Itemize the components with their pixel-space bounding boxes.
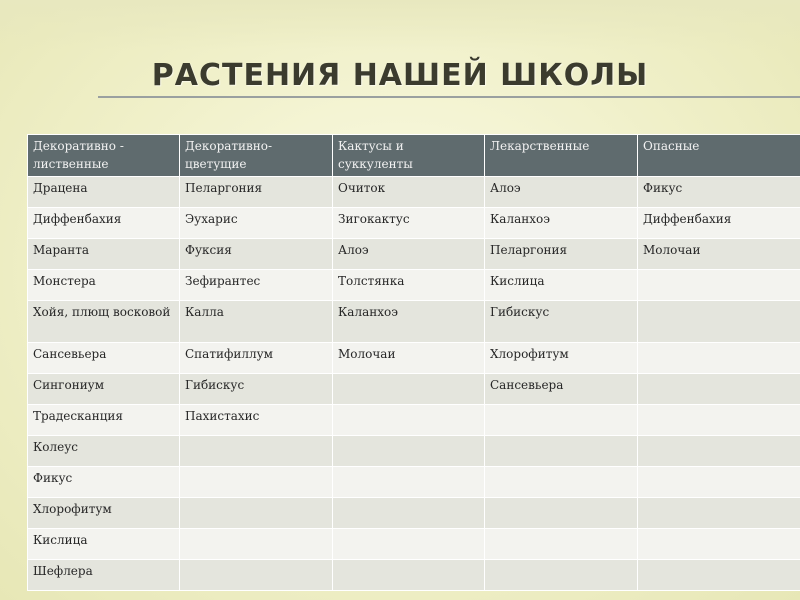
- table-cell: [638, 436, 800, 467]
- table-cell: Кислица: [485, 270, 638, 301]
- table-cell: Маранта: [28, 239, 180, 270]
- table-cell: Диффенбахия: [638, 208, 800, 239]
- table-cell: Очиток: [333, 177, 485, 208]
- table-row: [28, 177, 800, 208]
- table-cell: [638, 467, 800, 498]
- table-row: [28, 208, 800, 239]
- table-cell: [485, 498, 638, 529]
- table-cell: Сингониум: [28, 374, 180, 405]
- table-cell: Эухарис: [180, 208, 333, 239]
- table-cell: [638, 560, 800, 591]
- table-cell: Алоэ: [333, 239, 485, 270]
- table-cell: Хлорофитум: [28, 498, 180, 529]
- table-cell: Фикус: [638, 177, 800, 208]
- table-cell: Традесканция: [28, 405, 180, 436]
- table-cell: [333, 560, 485, 591]
- table-cell: Драцена: [28, 177, 180, 208]
- table-row: [28, 467, 800, 498]
- table-row: [28, 498, 800, 529]
- table-cell: Кислица: [28, 529, 180, 560]
- table-cell: [485, 529, 638, 560]
- table-cell: Фуксия: [180, 239, 333, 270]
- table-cell: [638, 343, 800, 374]
- table-cell: [180, 498, 333, 529]
- title-divider: [98, 96, 800, 98]
- page-title: РАСТЕНИЯ НАШЕЙ ШКОЛЫ: [151, 58, 649, 93]
- table-cell: [638, 374, 800, 405]
- table-cell: Спатифиллум: [180, 343, 333, 374]
- table-cell: [638, 405, 800, 436]
- table-cell: [485, 560, 638, 591]
- table-cell: Хлорофитум: [485, 343, 638, 374]
- table-cell: Молочаи: [333, 343, 485, 374]
- table-cell: [180, 560, 333, 591]
- table-cell: Алоэ: [485, 177, 638, 208]
- table-cell: [333, 374, 485, 405]
- table-cell: Пеларгония: [485, 239, 638, 270]
- table-cell: [180, 467, 333, 498]
- table-cell: Диффенбахия: [28, 208, 180, 239]
- table-cell: [333, 467, 485, 498]
- table-cell: [638, 498, 800, 529]
- table-cell: Толстянка: [333, 270, 485, 301]
- table-cell: Колеус: [28, 436, 180, 467]
- table-cell: Молочаи: [638, 239, 800, 270]
- plants-table: [27, 134, 800, 591]
- table-cell: Зигокактус: [333, 208, 485, 239]
- table-row: [28, 270, 800, 301]
- table-cell: Сансевьера: [485, 374, 638, 405]
- table-cell: Гибискус: [485, 301, 638, 343]
- table-cell: [485, 467, 638, 498]
- table-row: [28, 529, 800, 560]
- table-row: [28, 560, 800, 591]
- table-cell: Каланхоэ: [333, 301, 485, 343]
- table-cell: Пеларгония: [180, 177, 333, 208]
- table-cell: Каланхоэ: [485, 208, 638, 239]
- table-cell: [180, 436, 333, 467]
- header-cell: Декоративно - лиственные: [28, 135, 180, 177]
- table-cell: Калла: [180, 301, 333, 343]
- table-header-row: [28, 135, 800, 177]
- header-cell: Опасные: [638, 135, 800, 177]
- table-cell: Хойя, плющ восковой: [28, 301, 180, 343]
- header-cell: Кактусы и суккуленты: [333, 135, 485, 177]
- table-body: [28, 177, 800, 591]
- table-cell: Гибискус: [180, 374, 333, 405]
- table-row: [28, 343, 800, 374]
- table-cell: Зефирантес: [180, 270, 333, 301]
- table-cell: Монстера: [28, 270, 180, 301]
- table-cell: [638, 529, 800, 560]
- table-cell: [638, 301, 800, 343]
- header-cell: Декоративно- цветущие: [180, 135, 333, 177]
- table-row: [28, 374, 800, 405]
- table-row: [28, 405, 800, 436]
- table-cell: [333, 436, 485, 467]
- table-cell: Фикус: [28, 467, 180, 498]
- table-row: [28, 239, 800, 270]
- table-row: [28, 436, 800, 467]
- table-cell: Шефлера: [28, 560, 180, 591]
- table-cell: [333, 405, 485, 436]
- table-cell: Пахистахис: [180, 405, 333, 436]
- top-band: [0, 0, 800, 50]
- table-cell: [180, 529, 333, 560]
- table-row: [28, 301, 800, 343]
- table-cell: Сансевьера: [28, 343, 180, 374]
- table-cell: [638, 270, 800, 301]
- table-cell: [485, 436, 638, 467]
- header-cell: Лекарственные: [485, 135, 638, 177]
- table-cell: [333, 529, 485, 560]
- table-cell: [485, 405, 638, 436]
- table-cell: [333, 498, 485, 529]
